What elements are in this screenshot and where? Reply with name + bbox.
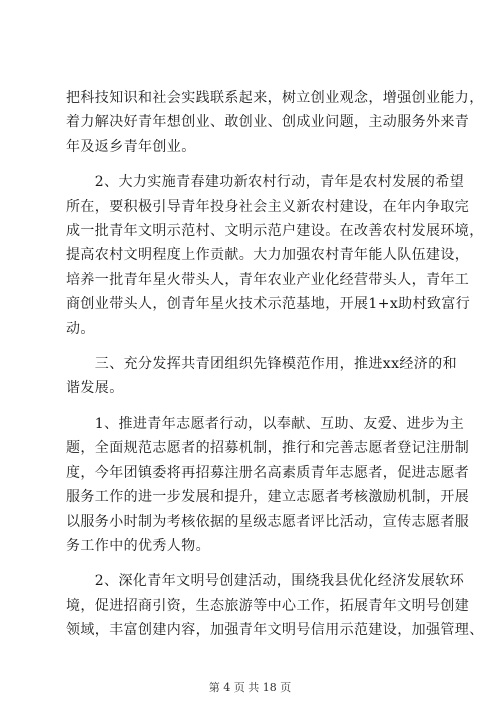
text-line: 境，促进招商引资，生态旅游等中心工作，拓展青年文明号创建 xyxy=(66,597,470,614)
text-line: 动。 xyxy=(66,320,95,337)
text-line: 商创业带头人，创青年星火技术示范基地，开展1+x助村致富行 xyxy=(66,296,471,313)
text-line: 着力解决好青年想创业、敢创业、创成业问题，主动服务外来青 xyxy=(66,114,470,131)
text-line: 1、推进青年志愿者行动，以奉献、互助、友爱、进步为主 xyxy=(66,415,465,432)
text-line: 领域，丰富创建内容，加强青年文明号信用示范建设，加强管理、 xyxy=(66,622,484,639)
paragraph xyxy=(66,569,484,642)
section-heading-paragraph xyxy=(66,352,457,401)
text-line: 服务工作的进一步发展和提升，建立志愿者考核激励机制，开展 xyxy=(66,489,470,506)
text-line: 三、充分发挥共青团组织先锋模范作用，推进xx经济的和 xyxy=(66,356,457,373)
paragraph xyxy=(66,86,484,159)
paragraph xyxy=(66,170,484,341)
text-line: 所在，要积极引导青年投身社会主义新农村建设，在年内争取完 xyxy=(66,198,470,215)
text-line: 度，今年团镇委将再招募注册名高素质青年志愿者，促进志愿者 xyxy=(66,464,470,481)
text-line: 2、大力实施青春建功新农村行动，青年是农村发展的希望 xyxy=(66,174,465,191)
text-line: 培养一批青年星火带头人，青年农业产业化经营带头人，青年工 xyxy=(66,271,470,288)
paragraph xyxy=(66,412,470,558)
page-number-footer: 第 4 页 共 18 页 xyxy=(208,681,292,694)
text-line: 务工作中的优秀人物。 xyxy=(66,537,210,554)
text-line: 题，全面规范志愿者的招募机制，推行和完善志愿者登记注册制 xyxy=(66,440,470,457)
document-body xyxy=(66,86,484,654)
text-line: 成一批青年文明示范村、文明示范户建设。在改善农村发展环境， xyxy=(66,223,484,240)
text-line: 年及返乡青年创业。 xyxy=(66,138,196,155)
text-line: 把科技知识和社会实践联系起来，树立创业观念，增强创业能力， xyxy=(66,90,484,106)
text-line: 2、深化青年文明号创建活动，围绕我县优化经济发展软环 xyxy=(66,573,465,590)
text-line: 提高农村文明程度上作贡献。大力加强农村青年能人队伍建设， xyxy=(66,247,470,264)
text-line: 谐发展。 xyxy=(66,380,124,397)
text-line: 以服务小时制为考核依据的星级志愿者评比活动，宣传志愿者服 xyxy=(66,513,470,530)
